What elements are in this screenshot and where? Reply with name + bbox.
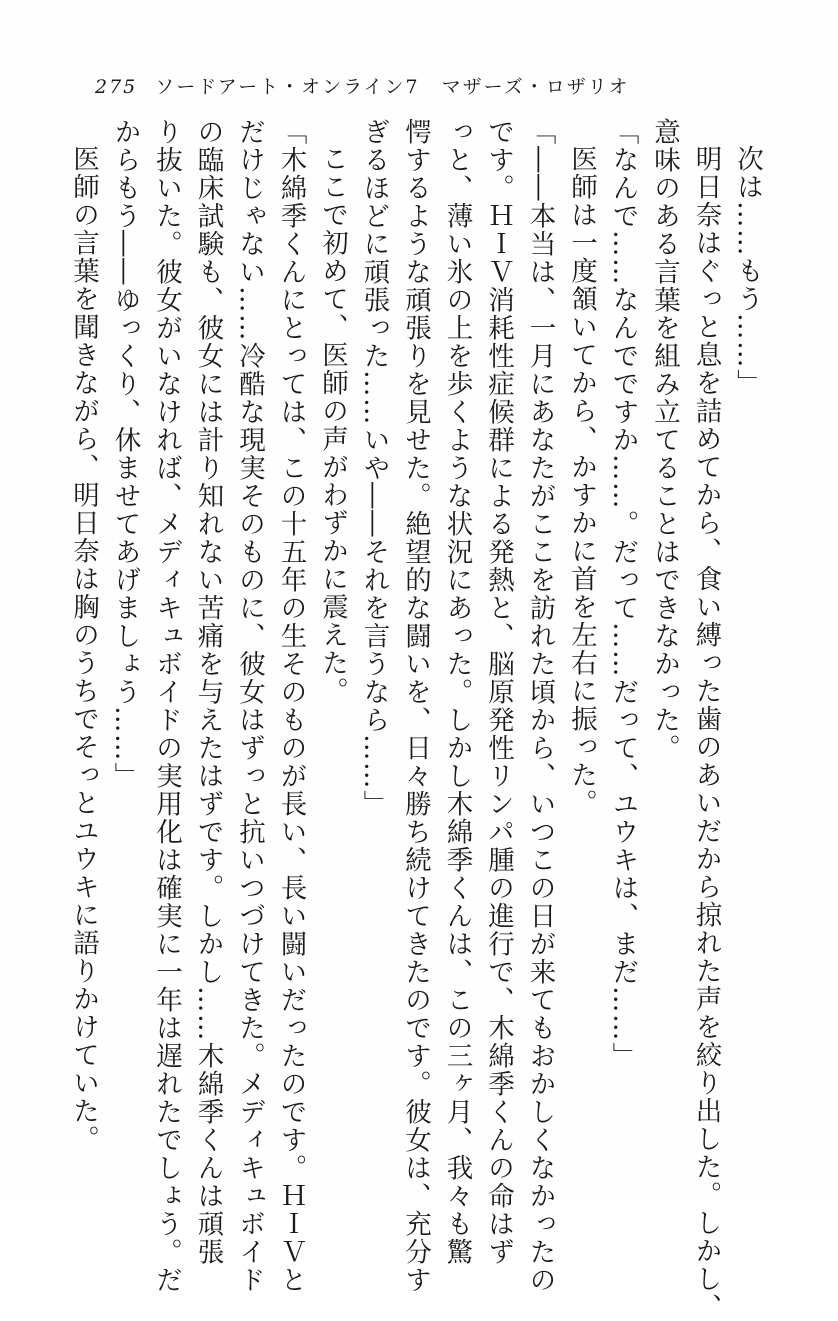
chapter-title: マザーズ・ロザリオ <box>441 76 630 98</box>
text-line: 愕するような頑張りを見せた。絶望的な闘いを、日々勝ち続けてきたのです。彼女は、充分す <box>400 118 431 1294</box>
page-number: 275 <box>95 76 138 98</box>
text-line: ぎるほどに頑張った……いや――それを言うなら……」 <box>358 118 390 818</box>
running-head <box>95 72 630 102</box>
text-line: 明日奈はぐっと息を詰めてから、食い縛った歯のあいだから掠れた声を絞り出した。しかし、 <box>690 144 722 1321</box>
text-line: っと、薄い氷の上を歩くような状況にあった。しかし木綿季くんは、この三ヶ月、我々も驚 <box>441 118 473 1266</box>
text-line: からもう――ゆっくり、休ませてあげましょう……」 <box>109 118 141 790</box>
text-line: 「――本当は、一月にあなたがここを訪れた頃から、いつこの日が来てもおかしくなかったの <box>524 118 556 1294</box>
text-line: 「なんで……なんでですか……。だって……だって、ユウキは、まだ……」 <box>607 118 639 1070</box>
text-line: 医師は一度頷いてから、かすかに首を左右に振った。 <box>566 144 597 817</box>
text-line: だけじゃない……冷酷な現実そのものに、彼女はずっと抗いつづけてきた。メディキュボイド <box>234 118 265 1294</box>
book-title: ソードアート・オンライン7 <box>155 76 420 98</box>
text-line: 「木綿季くんにとっては、この十五年の生そのものが長い、長い闘いだったのです。ＨＩＶと <box>275 118 307 1294</box>
text-line: 意味のある言葉を組み立てることはできなかった。 <box>649 118 680 762</box>
text-line: 次は……もう……」 <box>732 144 763 397</box>
text-line: 医師の言葉を聞きながら、明日奈は胸のうちでそっとユウキに語りかけていた。 <box>68 144 99 1153</box>
text-line: の臨床試験も、彼女には計り知れない苦痛を与えたはずです。しかし……木綿季くんは頑張 <box>192 118 224 1266</box>
text-line: です。ＨＩＶ消耗性症候群による発熱と、脳原発性リンパ腫の進行で、木綿季くんの命はず <box>483 118 514 1266</box>
text-line: ここで初めて、医師の声がわずかに震えた。 <box>317 144 348 705</box>
body-text <box>63 118 769 1321</box>
text-line: り抜いた。彼女がいなければ、メディキュボイドの実用化は確実に一年は遅れたでしょう。だ <box>151 118 182 1294</box>
